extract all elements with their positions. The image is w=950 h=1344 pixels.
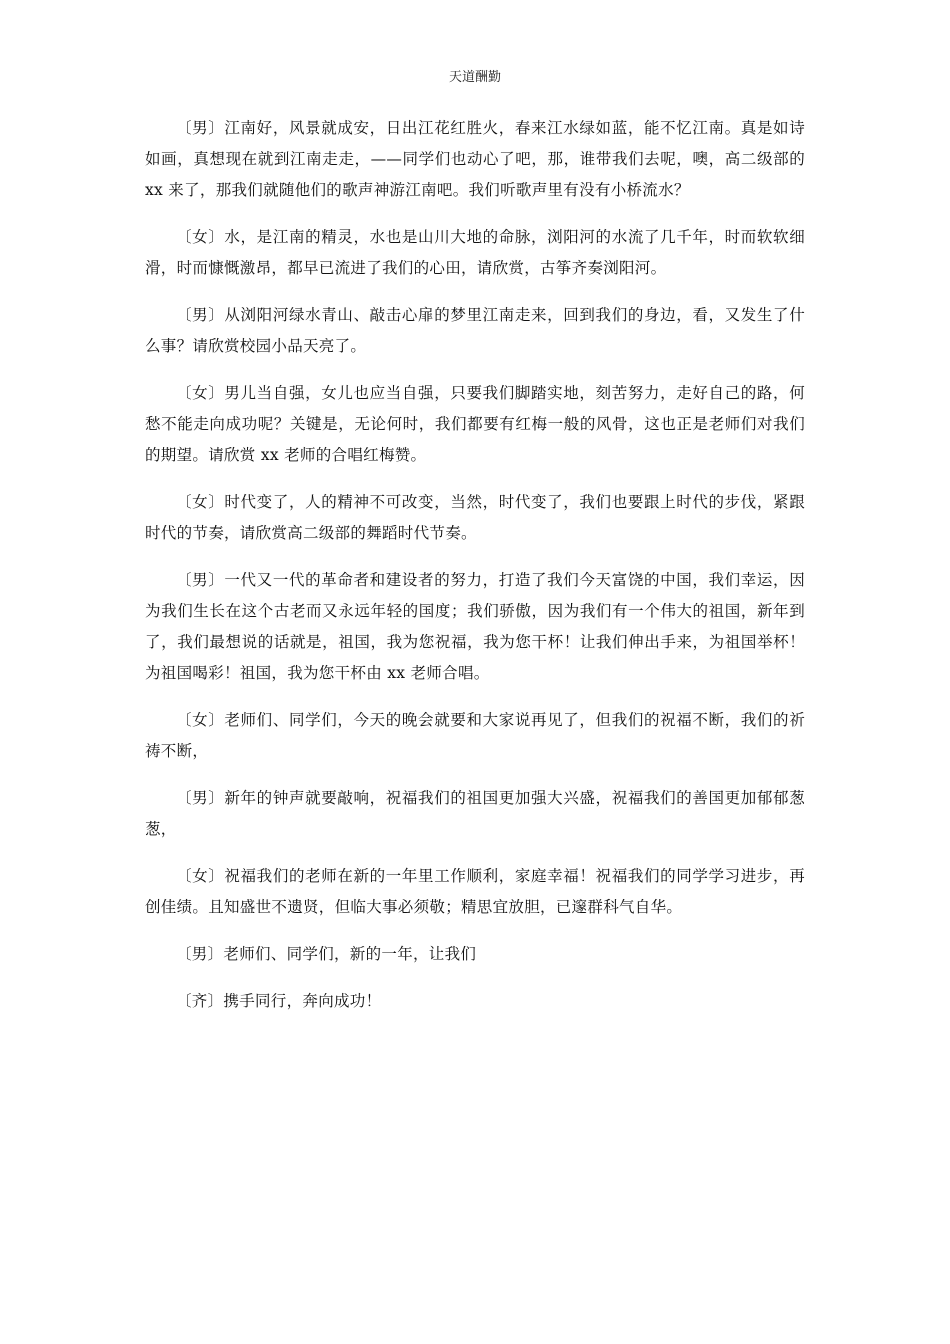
paragraph: 〔女〕祝福我们的老师在新的一年里工作顺利，家庭幸福！祝福我们的同学学习进步，再创佳绩。且知盛世不遗贤，但临大事必须敬；精思宜放胆，已邃群科气自华。 [145, 867, 805, 916]
paragraph: 〔齐〕携手同行，奔向成功！ [176, 992, 382, 1010]
paragraph: 〔男〕老师们、同学们，新的一年，让我们 [176, 945, 477, 963]
paragraph: 〔男〕江南好，风景就成安，日出江花红胜火，春来江水绿如蓝，能不忆江南。真是如诗如画，真想现在就到江南走走，——同学们也动心了吧，那，谁带我们去呢，噢，高二级部的 xx 来了，那我们就随他们的歌声神游江南吧。我们听歌声里有没有小桥流水？ [145, 119, 805, 199]
paragraph: 〔男〕新年的钟声就要敲响，祝福我们的祖国更加强大兴盛，祝福我们的善国更加郁郁葱葱， [145, 789, 805, 838]
document-body [145, 113, 805, 1033]
paragraph: 〔女〕老师们、同学们，今天的晚会就要和大家说再见了，但我们的祝福不断，我们的祈祷不断， [145, 711, 805, 760]
paragraph: 〔女〕时代变了，人的精神不可改变，当然，时代变了，我们也要跟上时代的步伐，紧跟时代的节奏，请欣赏高二级部的舞蹈时代节奏。 [145, 493, 805, 542]
paragraph: 〔男〕一代又一代的革命者和建设者的努力，打造了我们今天富饶的中国，我们幸运，因为我们生长在这个古老而又永远年轻的国度；我们骄傲，因为我们有一个伟大的祖国，新年到了，我们最想说的话就是，祖国，我为您祝福，我为您干杯！让我们伸出手来，为祖国举杯！为祖国喝彩！祖国，我为您干杯由 xx 老师合唱。 [145, 571, 805, 682]
paragraph: 〔男〕从浏阳河绿水青山、敲击心扉的梦里江南走来，回到我们的身边，看，又发生了什么事？请欣赏校园小品天亮了。 [145, 306, 805, 355]
paragraph: 〔女〕水，是江南的精灵，水也是山川大地的命脉，浏阳河的水流了几千年，时而软软细滑，时而慷慨激昂，都早已流进了我们的心田，请欣赏，古筝齐奏浏阳河。 [145, 228, 805, 277]
page-header: 天道酬勤 [448, 70, 501, 85]
paragraph: 〔女〕男儿当自强，女儿也应当自强，只要我们脚踏实地，刻苦努力，走好自己的路，何愁不能走向成功呢？关键是，无论何时，我们都要有红梅一般的风骨，这也正是老师们对我们的期望。请欣赏 xx 老师的合唱红梅赞。 [145, 384, 805, 464]
